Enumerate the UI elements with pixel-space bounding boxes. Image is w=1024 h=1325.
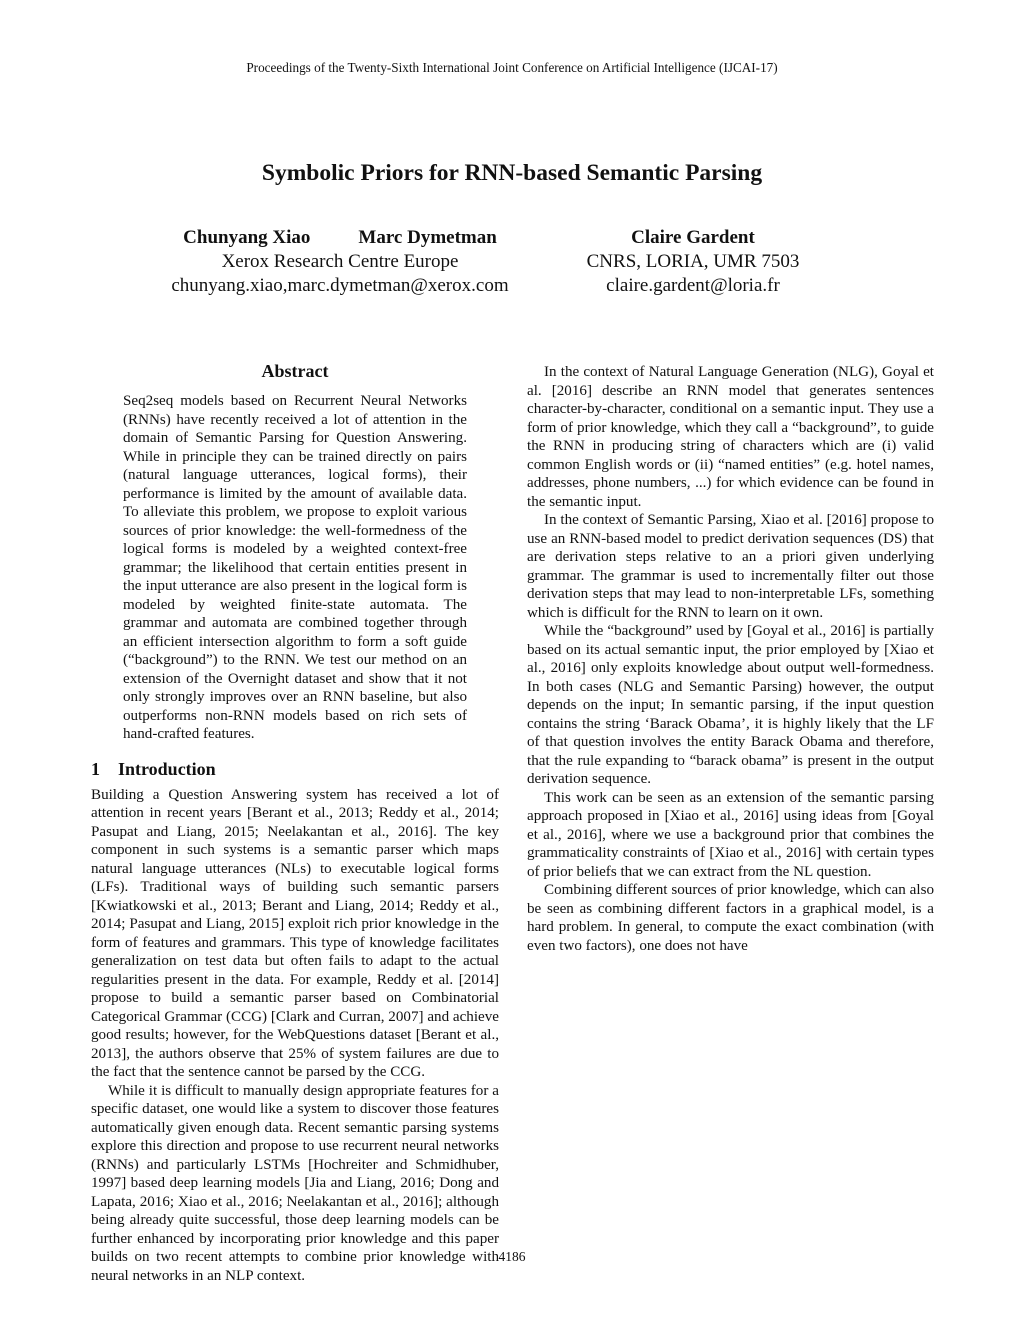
paragraph: This work can be seen as an extension of the semantic parsing approach proposed in [Xiao et al., 2016] using ideas from [Goyal et al., 2016], where we use a background prior that combines the grammaticality constraints of [Xiao et al., 2016] with certain types of prior beliefs that we can extract from the NL question. bbox=[527, 789, 934, 880]
paragraph: Building a Question Answering system has received a lot of attention in recent years [Berant et al., 2013; Reddy et al., 2014; Pasupat and Liang, 2015; Neelakantan et al., 2016]. The key component in such systems is a semantic parser which maps natural language utterances (NLs) to executable logical forms (LFs). Traditional ways of building such semantic parsers [Kwiatkowski et al., 2013; Berant and Liang, 2014; Reddy et al., 2014; Pasupat and Liang, 2015] exploit rich prior knowledge in the form of features and grammars. This type of knowledge facilitates generalization on test data but often fails to adapt to the actual regularities present in the data. For example, Reddy et al. [2014] propose to build a semantic parser based on Combinatorial Categorical Grammar (CCG) [Clark and Curran, 2007] and achieve good results; however, for the WebQuestions dataset [Berant et al., 2013], the authors observe that 25% of system failures are due to the fact that the sentence cannot be parsed by the CCG. bbox=[91, 786, 499, 1080]
running-header: Proceedings of the Twenty-Sixth International Joint Conference on Artificial Intelligence (IJCAI-17) bbox=[246, 60, 778, 75]
author-name: Marc Dymetman bbox=[358, 227, 497, 248]
paragraph: In the context of Semantic Parsing, Xiao et al. [2016] propose to use an RNN-based model to predict derivation sequences (DS) that are derivation steps relative to an a priori given underlying grammar. The grammar is used to incrementally filter out those derivation steps that may lead to non-interpretable LFs, something which is difficult for the RNN to learn on it own. bbox=[527, 512, 934, 621]
right-column bbox=[527, 363, 934, 955]
paragraph: While the “background” used by [Goyal et al., 2016] is partially based on its actual semantic input, the prior employed by [Xiao et al., 2016] only exploits knowledge about output well-formedness. In both cases (NLG and Semantic Parsing) however, the output depends on the input; In semantic parsing, if the input question contains the string ‘Barack Obama’, it is highly likely that the LF of that question involves the entity Barack Obama and therefore, that the rule expanding to “barack obama” is present in the output derivation sequence. bbox=[527, 623, 934, 787]
section-title: Introduction bbox=[118, 758, 216, 779]
page-number: 4186 bbox=[498, 1249, 526, 1264]
author-block-xerox bbox=[130, 226, 550, 298]
paragraph: In the context of Natural Language Generation (NLG), Goyal et al. [2016] describe an RNN model that generates sentences character-by-character, conditional on a semantic input. They use a form of prior knowledge, which they call a “background”, to guide the RNN in producing string of characters which are (i) valid common English words or (ii) “named entities” (e.g. hotel names, addresses, phone numbers, ...) for which evidence can be found in the semantic input. bbox=[527, 364, 934, 510]
author-affiliation: Xerox Research Centre Europe bbox=[221, 251, 459, 272]
author-affiliation: CNRS, LORIA, UMR 7503 bbox=[586, 251, 800, 272]
author-email: chunyang.xiao,marc.dymetman@xerox.com bbox=[171, 275, 509, 296]
abstract-text: Seq2seq models based on Recurrent Neural Networks (RNNs) have recently received a lot of attention in the domain of Semantic Parsing for Question Answering. While in principle they can be trained directly on pairs (natural language utterances, logical forms), their performance is limited by the amount of available data. To alleviate this problem, we propose to exploit various sources of prior knowledge: the well-formedness of the logical forms is modeled by a weighted context-free grammar; the likelihood that certain entities present in the input utterance are also present in the logical form is modeled by weighted finite-state automata. The grammar and automata are combined together through an efficient intersection algorithm to form a soft guide (“background”) to the RNN. We test our method on an extension of the Overnight dataset and show that it not only strongly improves over an RNN baseline, but also outperforms non-RNN models based on rich sets of hand-crafted features. bbox=[123, 393, 467, 742]
left-column bbox=[91, 360, 499, 1285]
author-block-loria bbox=[562, 226, 824, 298]
author-names bbox=[130, 226, 550, 250]
author-name: Chunyang Xiao bbox=[183, 227, 311, 248]
author-name: Claire Gardent bbox=[631, 227, 755, 248]
abstract-heading: Abstract bbox=[261, 361, 329, 381]
paragraph: Combining different sources of prior knowledge, which can also be seen as combining different factors in a graphical model, is a hard problem. In general, to compute the exact combination (with even two factors), one does not have bbox=[527, 882, 934, 954]
section-heading bbox=[91, 758, 499, 780]
section-number: 1 bbox=[91, 758, 100, 779]
paragraph: While it is difficult to manually design appropriate features for a specific dataset, one would like a system to discover those features automatically given enough data. Recent semantic parsing systems explore this direction and propose to use recurrent neural networks (RNNs) and particularly LSTMs [Hochreiter and Schmidhuber, 1997] based deep learning models [Jia and Liang, 2016; Dong and Lapata, 2016; Xiao et al., 2016; Neelakantan et al., 2016]; although being already quite successful, those deep learning models can be further enhanced by incorporating prior knowledge and this paper builds on two recent attempts to combine prior knowledge with neural networks in an NLP context. bbox=[91, 1082, 499, 1284]
author-email: claire.gardent@loria.fr bbox=[606, 275, 780, 296]
paper-title: Symbolic Priors for RNN-based Semantic Parsing bbox=[261, 160, 763, 186]
